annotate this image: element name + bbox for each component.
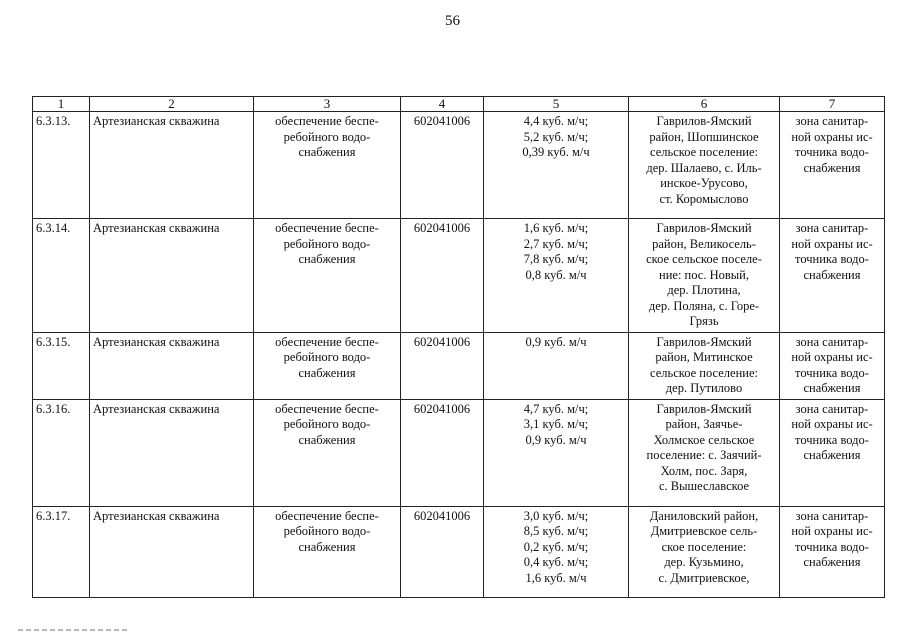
object-capacity: 4,4 куб. м/ч; 5,2 куб. м/ч; 0,39 куб. м/ч bbox=[484, 112, 629, 219]
object-location: Гаврилов-Ямский район, Великосель- ское сельское поселе- ние: пос. Новый, дер. Плотина, дер. Поляна, с. Горе- Грязь bbox=[629, 219, 780, 333]
object-name: Артезианская скважина bbox=[90, 219, 254, 333]
protection-zone: зона санитар- ной охраны ис- точника водо- снабжения bbox=[780, 219, 885, 333]
table-row bbox=[33, 219, 885, 333]
table-header-row bbox=[33, 97, 885, 112]
page-number: 56 bbox=[445, 13, 460, 29]
object-name: Артезианская скважина bbox=[90, 506, 254, 597]
object-name: Артезианская скважина bbox=[90, 112, 254, 219]
object-code: 602041006 bbox=[401, 112, 484, 219]
object-capacity: 3,0 куб. м/ч; 8,5 куб. м/ч; 0,2 куб. м/ч; 0,4 куб. м/ч; 1,6 куб. м/ч bbox=[484, 506, 629, 597]
object-code: 602041006 bbox=[401, 219, 484, 333]
wells-table bbox=[32, 96, 885, 598]
object-location: Гаврилов-Ямский район, Митинское сельское поселение: дер. Путилово bbox=[629, 332, 780, 399]
object-capacity: 0,9 куб. м/ч bbox=[484, 332, 629, 399]
scan-artifact-line bbox=[18, 629, 128, 631]
object-code: 602041006 bbox=[401, 332, 484, 399]
table-row bbox=[33, 112, 885, 219]
column-header: 4 bbox=[401, 97, 484, 112]
object-code: 602041006 bbox=[401, 399, 484, 506]
object-location: Гаврилов-Ямский район, Шопшинское сельское поселение: дер. Шалаево, с. Иль- инское-Урусово, ст. Коромыслово bbox=[629, 112, 780, 219]
object-capacity: 4,7 куб. м/ч; 3,1 куб. м/ч; 0,9 куб. м/ч bbox=[484, 399, 629, 506]
column-header: 3 bbox=[254, 97, 401, 112]
object-capacity: 1,6 куб. м/ч; 2,7 куб. м/ч; 7,8 куб. м/ч; 0,8 куб. м/ч bbox=[484, 219, 629, 333]
table-row bbox=[33, 399, 885, 506]
protection-zone: зона санитар- ной охраны ис- точника водо- снабжения bbox=[780, 506, 885, 597]
column-header: 7 bbox=[780, 97, 885, 112]
column-header: 6 bbox=[629, 97, 780, 112]
row-id: 6.3.15. bbox=[33, 332, 90, 399]
object-purpose: обеспечение беспе- ребойного водо- снабжения bbox=[254, 399, 401, 506]
protection-zone: зона санитар- ной охраны ис- точника водо- снабжения bbox=[780, 399, 885, 506]
table-row bbox=[33, 506, 885, 597]
object-code: 602041006 bbox=[401, 506, 484, 597]
object-purpose: обеспечение беспе- ребойного водо- снабжения bbox=[254, 112, 401, 219]
row-id: 6.3.13. bbox=[33, 112, 90, 219]
object-purpose: обеспечение беспе- ребойного водо- снабжения bbox=[254, 332, 401, 399]
object-name: Артезианская скважина bbox=[90, 399, 254, 506]
column-header: 2 bbox=[90, 97, 254, 112]
object-purpose: обеспечение беспе- ребойного водо- снабжения bbox=[254, 219, 401, 333]
object-purpose: обеспечение беспе- ребойного водо- снабжения bbox=[254, 506, 401, 597]
protection-zone: зона санитар- ной охраны ис- точника водо- снабжения bbox=[780, 332, 885, 399]
protection-zone: зона санитар- ной охраны ис- точника водо- снабжения bbox=[780, 112, 885, 219]
object-name: Артезианская скважина bbox=[90, 332, 254, 399]
table-row bbox=[33, 332, 885, 399]
column-header: 5 bbox=[484, 97, 629, 112]
row-id: 6.3.14. bbox=[33, 219, 90, 333]
row-id: 6.3.16. bbox=[33, 399, 90, 506]
object-location: Даниловский район, Дмитриевское сель- ское поселение: дер. Кузьмино, с. Дмитриевское, bbox=[629, 506, 780, 597]
object-location: Гаврилов-Ямский район, Заячье- Холмское сельское поселение: с. Заячий- Холм, пос. Заря, с. Вышеславское bbox=[629, 399, 780, 506]
column-header: 1 bbox=[33, 97, 90, 112]
row-id: 6.3.17. bbox=[33, 506, 90, 597]
